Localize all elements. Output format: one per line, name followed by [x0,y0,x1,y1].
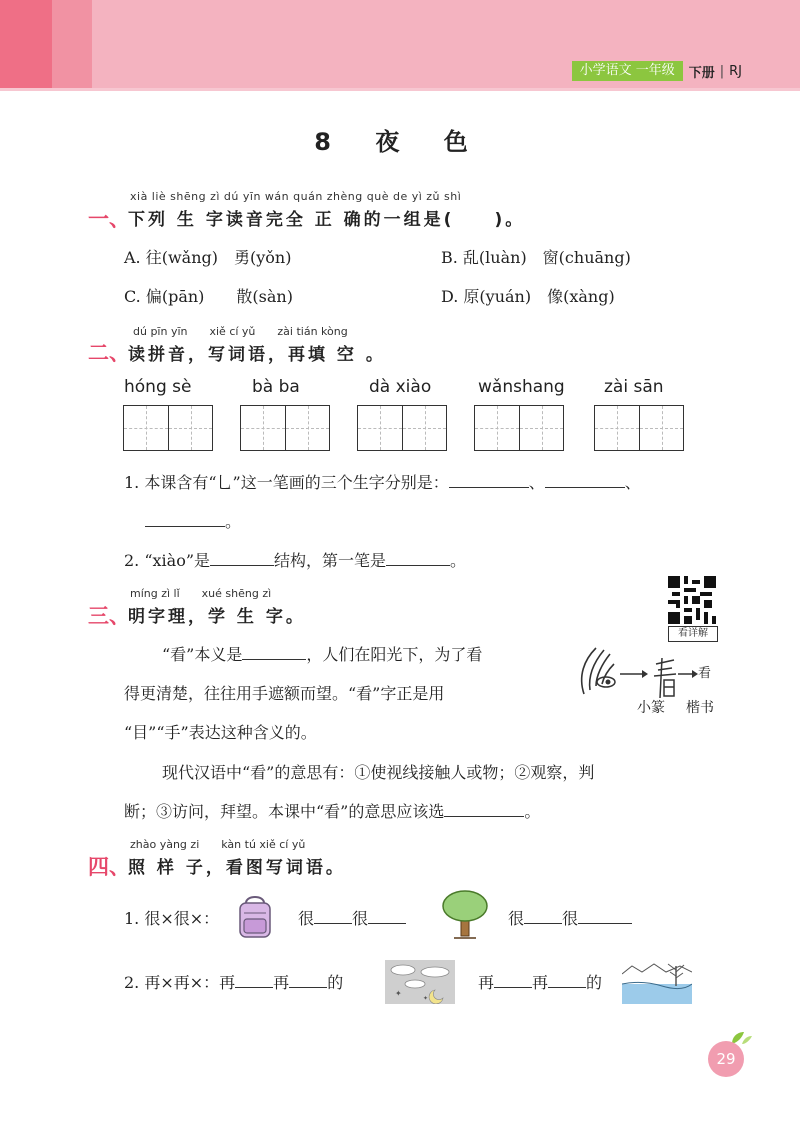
answer-blank[interactable] [444,802,524,817]
section4-number: 四、 [88,855,130,879]
separator: | [719,63,725,79]
option-d: D. 原(yuán) 像(xàng) [441,287,615,306]
answer-blank[interactable] [289,973,327,988]
writing-grid[interactable] [240,405,330,451]
period: 。 [225,512,242,531]
qr-code-icon[interactable] [668,576,716,624]
section3-p1-line1 [162,642,482,665]
xiaozhuan-label: 小篆 [637,700,665,716]
page-title: 8 夜 色 [314,128,486,156]
q1-text: 1. 本课含有“乚”这一笔画的三个生字分别是： [124,473,449,492]
period: 。 [524,802,541,821]
section2-pinyin: dú pīn yīn xiě cí yǔ zài tián kòng [133,325,348,338]
answer-blank[interactable] [235,973,273,988]
header-stripe [0,0,52,88]
answer-blank[interactable] [494,973,532,988]
answer-blank[interactable] [145,512,225,527]
section3-title: 明字理，学 生 字。 [128,607,306,627]
section1-pinyin: xià liè shēng zì dú yīn wán quán zhèng què de yì zǔ shì [130,190,462,203]
section4-q1-a [298,906,406,929]
pinyin-word: hóng sè [124,377,192,397]
option-a: A. 往(wǎng) 勇(yǒn) [124,248,292,267]
header-divider [0,88,800,91]
zai-char: 再 [478,973,495,992]
section1-title: 下列 生 字读音完全 正 确的一组是( )。 [128,210,526,230]
section2-q1-cont [145,509,241,532]
hen-char: 很 [508,909,525,928]
section2-number: 二、 [88,341,130,365]
answer-blank[interactable] [548,973,586,988]
backpack-icon [232,893,278,941]
option-c: C. 偏(pān) 散(sàn) [124,287,293,306]
svg-text:✦: ✦ [423,995,429,1002]
page-number: 29 [708,1041,744,1077]
comma: 、 [528,473,545,492]
qr-label[interactable]: 看详解 [668,626,718,642]
answer-blank[interactable] [210,551,274,566]
section2-q2 [124,548,466,571]
section3-number: 三、 [88,604,130,628]
section1-number: 一、 [88,207,130,231]
section3-p1-line3: “目”“手”表达这种含义的。 [124,723,317,742]
writing-grid[interactable] [357,405,447,451]
river-landscape-picture [622,960,692,1004]
header-stripe [52,0,92,88]
tree-icon [440,888,490,940]
answer-blank[interactable] [578,909,632,924]
pinyin-word: zài sān [604,377,664,397]
answer-blank[interactable] [545,473,625,488]
answer-blank[interactable] [386,551,450,566]
answer-blank[interactable] [242,645,306,660]
hen-char: 很 [352,909,369,928]
section3-pinyin: míng zì lǐ xué shēng zì [130,587,272,600]
subject-label: 小学语文 一年级 [572,61,683,81]
q2-text: 结构，第一笔是 [274,551,387,570]
hen-char: 很 [562,909,579,928]
zai-char: 再 [273,973,290,992]
writing-grid[interactable] [123,405,213,451]
de-char: 的 [586,973,603,992]
night-sky-picture [385,960,455,1004]
writing-grid[interactable] [594,405,684,451]
de-char: 的 [327,973,344,992]
section3-p1-line2: 得更清楚，往往用手遮额而望。“看”字正是用 [124,684,445,703]
p2-text: 断；③访问，拜望。本课中“看”的意思应该选 [124,802,445,821]
answer-blank[interactable] [314,909,352,924]
section4-pinyin: zhào yàng zi kàn tú xiě cí yǔ [130,838,306,851]
period: 。 [450,551,467,570]
pinyin-word: dà xiào [369,377,432,397]
header-tag [572,61,742,81]
section4-q1-b [508,906,632,929]
edition-label: RJ [729,63,742,79]
section4-q2-a [124,970,343,993]
option-b: B. 乱(luàn) 窗(chuāng) [441,248,631,267]
answer-blank[interactable] [368,909,406,924]
zai-char: 再 [532,973,549,992]
section4-q2-label: 2. 再×再×：再 [124,973,236,992]
hen-char: 很 [298,909,315,928]
section4-q1-label: 1. 很×很×： [124,909,220,928]
section4-title: 照 样 子，看图写词语。 [128,858,346,878]
volume-label: 下册 [688,65,715,81]
answer-blank[interactable] [449,473,529,488]
section2-title: 读拼音，写词语，再填 空 。 [128,345,386,365]
pinyin-word: wǎnshang [478,377,565,397]
section3-p2-line1: 现代汉语中“看”的意思有：①使视线接触人或物；②观察，判 [162,763,595,782]
p1-text: ，人们在阳光下，为了看 [306,645,483,664]
kaishu-label: 楷书 [686,700,714,716]
writing-grid[interactable] [474,405,564,451]
section3-p2-line2 [124,799,540,822]
section2-q1 [124,470,641,493]
answer-blank[interactable] [524,909,562,924]
comma: 、 [624,473,641,492]
p1-text: “看”本义是 [162,645,243,664]
q2-text: 2. “xiào”是 [124,551,211,570]
pinyin-word: bà ba [252,377,300,397]
section4-q2-b [478,970,602,993]
svg-text:✦: ✦ [395,989,402,998]
kaishu-char: 看 [698,666,712,681]
